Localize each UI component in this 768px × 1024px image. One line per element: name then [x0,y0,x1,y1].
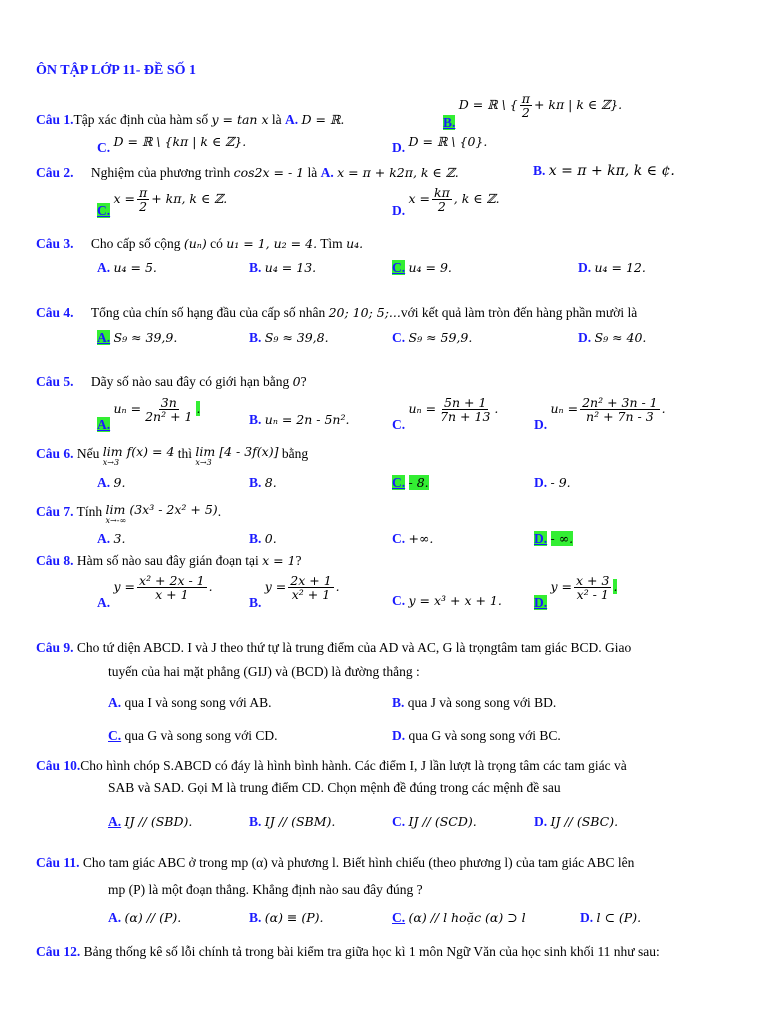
function-expr: y = tan x [211,112,269,127]
option-c-key[interactable]: C. [392,417,406,433]
option-c-value: D = ℝ \ {kπ | k ∈ ℤ}. [113,134,247,149]
question-label: Câu 10. [36,758,81,773]
question-text: là [307,165,318,180]
sequence: 20; 10; 5;... [328,305,401,320]
option-b-key[interactable]: B. [249,412,262,427]
question-text: Cho tam giác ABC ở trong mp (α) và phương l. Biết hình chiếu (theo phương l) của tam giác ABC lên [82,855,635,870]
option-a-value: uₙ = $\frac{3n}{\text{2n² + 1}}$ . [113,395,201,425]
option-a-key[interactable]: A. [108,814,122,829]
option-b-key[interactable]: B. [443,115,456,131]
option-d-key[interactable]: D. [534,531,548,546]
question-text: thì [177,446,193,461]
question-text: tuyến của hai mặt phẳng (GIJ) và (BCD) là đường thẳng : [108,664,420,679]
question-text: Nếu [76,446,100,461]
condition: u₁ = 1, u₂ = 4. [226,236,318,251]
period: . [217,504,222,519]
option-a-value: 9. [113,475,126,490]
question-text: với kết quả làm tròn đến hàng phần mười là [400,305,638,320]
option-a-value: x = π + k2π, k ∈ ℤ. [337,165,459,180]
option-d-value: y = $\frac{x + 3}{\text{x² - 1}}$ . [550,573,618,603]
option-c-key[interactable]: C. [392,475,406,490]
option-c-value: S₉ ≈ 59,9. [408,330,473,345]
question-text: Tính [76,504,103,519]
option-b-value: y = $\frac{2x + 1}{\text{x² + 1}}$ . [264,573,340,603]
question-label: Câu 9. [36,640,74,655]
option-c-key[interactable]: C. [97,140,111,155]
limit-expr-2: lim [4 - 3f(x)] x→3 [195,444,279,467]
equation: cos2x = - 1 [233,165,305,180]
question-label: Câu 5. [36,374,74,389]
option-d-value: qua G và song song với BC. [408,728,561,743]
option-c-key[interactable]: C. [392,814,406,829]
option-d-key[interactable]: D. [534,475,548,490]
limit-expr: lim (3x³ - 2x² + 5) x→-∞ [105,502,218,525]
option-d-value: x = $\frac{k\pi}{2}$ , k ∈ ℤ. [408,185,500,215]
question-text: Nghiệm của phương trình [90,165,231,180]
option-d-value: u₄ = 12. [594,260,646,275]
option-d-value: l ⊂ (P). [596,910,642,925]
question-text: Tìm [320,236,343,251]
option-c-key[interactable]: C. [392,260,406,275]
option-a-value: qua I và song song với AB. [124,695,272,710]
question-label: Câu 11. [36,855,80,870]
question-label: Câu 3. [36,236,74,251]
option-d-key[interactable]: D. [392,140,406,155]
option-a-key[interactable]: A. [97,475,111,490]
question-label: Câu 1. [36,112,74,127]
question-text: Dãy số nào sau đây có giới hạn bằng [90,374,290,389]
option-d-key[interactable]: D. [392,203,406,219]
option-c-key[interactable]: C. [97,203,111,219]
option-d-key[interactable]: D. [534,595,548,611]
option-b-key[interactable]: B. [249,260,262,275]
question-label: Câu 12. [36,944,81,959]
option-c-value: x = $\frac{\pi}{2}$ + kπ, k ∈ ℤ. [113,185,228,215]
option-b-value: x = π + kπ, k ∈ ¢. [548,163,675,179]
option-a-key[interactable]: A. [285,112,299,127]
option-a-key[interactable]: A. [97,260,111,275]
question-mark: ? [300,374,307,389]
question-text: Cho tứ diện ABCD. I và J theo thứ tự là trung điểm của AD và AC, G là trọngtâm tam giác BCD. Giao [76,640,632,655]
option-c-value: u₄ = 9. [408,260,452,275]
option-a-value: 3. [113,531,126,546]
question-text: bằng [281,446,309,461]
question-text: Tập xác định của hàm số [73,112,209,127]
question-text: mp (P) là một đoạn thẳng. Khẳng định nào sau đây đúng ? [108,882,423,897]
limit-value: 0 [292,374,301,389]
option-d-key[interactable]: D. [534,417,548,433]
option-b-value: S₉ ≈ 39,8. [264,330,329,345]
question-label: Câu 8. [36,553,74,568]
option-d-key[interactable]: D. [392,728,406,743]
option-b-key[interactable]: B. [533,163,546,178]
sequence: (uₙ) [183,236,207,251]
option-b-key[interactable]: B. [249,910,262,925]
point: x = 1 [262,553,296,568]
option-b-value: qua J và song song với BD. [407,695,557,710]
question-mark: ? [295,553,302,568]
question-text: là [271,112,282,127]
question-label: Câu 2. [36,165,74,180]
option-a-key[interactable]: A. [97,595,111,611]
option-b-key[interactable]: B. [249,531,262,546]
question-text: SAB và SAD. Gọi M là trung điểm CD. Chọn mệnh đề đúng trong các mệnh đề sau [108,780,561,795]
option-b-value: (α) ≡ (P). [264,910,324,925]
option-c-value: +∞. [408,531,434,546]
option-c-key[interactable]: C. [392,531,406,546]
option-d-value: D = ℝ \ {0}. [408,134,488,149]
option-c-key[interactable]: C. [392,910,406,925]
question-text: Tổng của chín số hạng đầu của cấp số nhân [90,305,326,320]
option-b-key[interactable]: B. [249,475,262,490]
option-c-value: uₙ = $\frac{5n + 1}{7n + 13}$ . [408,395,499,425]
option-d-key[interactable]: D. [578,330,592,345]
option-d-value: S₉ ≈ 40. [594,330,647,345]
option-a-key[interactable]: A. [97,417,111,433]
option-a-value: S₉ ≈ 39,9. [113,330,178,345]
option-a-key[interactable]: A. [97,531,111,546]
question-text: Cho cấp số cộng [90,236,181,251]
option-b-value: D = ℝ \ { $\frac{\pi}{2}$ + kπ | k ∈ ℤ}. [458,91,623,121]
option-d-key[interactable]: D. [534,814,548,829]
option-b-value: uₙ = 2n - 5n². [264,412,350,427]
option-d-value: - ∞. [550,531,574,546]
option-a-key[interactable]: A. [97,330,111,345]
option-a-key[interactable]: A. [108,695,122,710]
option-b-key[interactable]: B. [249,330,262,345]
option-b-key[interactable]: B. [392,695,405,710]
option-d-value: IJ // (SBC). [550,814,619,829]
page-title: ÔN TẬP LỚP 11- ĐỀ SỐ 1 [36,63,196,78]
target: u₄. [346,236,364,251]
option-a-value: y = $\frac{\text{x² + 2x - 1}}{x + 1}$ . [113,573,213,603]
question-text: có [210,236,223,251]
question-text: Bảng thống kê số lỗi chính tả trong bài kiểm tra giữa học kì 1 môn Ngữ Văn của học sinh khối 11 như sau: [83,944,660,959]
option-b-value: IJ // (SBM). [264,814,336,829]
question-text: Hàm số nào sau đây gián đoạn tại [76,553,259,568]
option-b-value: u₄ = 13. [264,260,317,275]
option-b-key[interactable]: B. [249,595,262,611]
question-label: Câu 4. [36,305,74,320]
question-label: Câu 7. [36,504,74,519]
option-a-value: IJ // (SBD). [124,814,193,829]
question-label: Câu 6. [36,446,74,461]
option-b-value: 8. [264,475,277,490]
option-c-value: y = x³ + x + 1. [408,593,502,608]
option-d-key[interactable]: D. [580,910,594,925]
option-a-key[interactable]: A. [320,165,334,180]
option-c-value: (α) // l hoặc (α) ⊃ l [408,910,526,925]
option-c-value: IJ // (SCD). [408,814,477,829]
limit-expr-1: lim f(x) = 4 x→3 [102,444,175,467]
option-c-value: qua G và song song với CD. [124,728,278,743]
option-d-value: - 9. [550,475,571,490]
option-a-value: D = ℝ. [301,112,345,127]
option-d-value: uₙ = $\frac{\text{2n² + 3n - 1}}{\text{n² + 7n - 3}}$ . [550,395,666,425]
option-c-key[interactable]: C. [392,593,406,608]
option-c-key[interactable]: C. [108,728,122,743]
option-c-key[interactable]: C. [392,330,406,345]
option-a-key[interactable]: A. [108,910,122,925]
option-c-value: - 8. [408,475,429,490]
question-text: Cho hình chóp S.ABCD có đáy là hình bình hành. Các điểm I, J lần lượt là trọng tâm các tam giác và [80,758,627,773]
option-b-value: 0. [264,531,277,546]
option-d-key[interactable]: D. [578,260,592,275]
option-a-value: u₄ = 5. [113,260,157,275]
option-a-value: (α) // (P). [124,910,182,925]
option-b-key[interactable]: B. [249,814,262,829]
